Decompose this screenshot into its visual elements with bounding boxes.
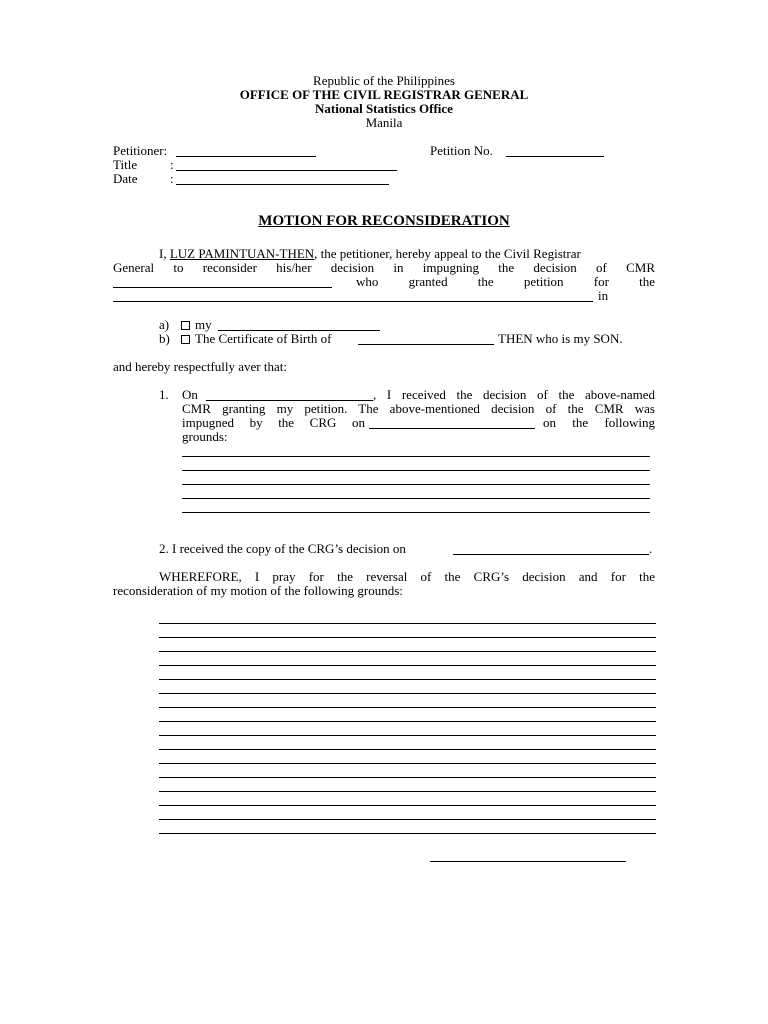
- grounds-line[interactable]: [159, 665, 656, 666]
- intro-line-1: [159, 246, 581, 261]
- grounds-line[interactable]: [159, 833, 656, 834]
- option-b-checkbox[interactable]: [181, 335, 190, 344]
- grounds-line[interactable]: [159, 791, 656, 792]
- date-label: Date: [113, 171, 138, 186]
- signature-line[interactable]: [430, 861, 626, 862]
- intro-in: in: [598, 288, 609, 303]
- wherefore-line-2: reconsideration of my motion of the following grounds:: [113, 583, 403, 598]
- item1-number: 1.: [159, 387, 169, 402]
- option-b-field[interactable]: [358, 344, 494, 345]
- petitioner-field[interactable]: [176, 156, 316, 157]
- petitioner-label: Petitioner:: [113, 143, 168, 158]
- intro-line-3: who granted the petition for the: [356, 274, 655, 289]
- title-label: Title: [113, 157, 138, 172]
- grounds-line[interactable]: [159, 721, 656, 722]
- intro-line1-rest: , the petitioner, hereby appeal to the Civil Registrar: [314, 246, 581, 261]
- petition-no-field[interactable]: [506, 156, 604, 157]
- option-b-text: The Certificate of Birth of: [195, 331, 332, 346]
- option-a-text: my: [195, 317, 212, 332]
- item1-ground-line[interactable]: [182, 470, 650, 471]
- item1-line3-end: on the following: [543, 415, 655, 430]
- header-office: OFFICE OF THE CIVIL REGISTRAR GENERAL: [239, 87, 529, 102]
- grounds-line[interactable]: [159, 763, 656, 764]
- petitioner-name: LUZ PAMINTUAN-THEN: [169, 246, 315, 261]
- header-republic: Republic of the Philippines: [313, 73, 455, 88]
- item1-impugned-date-field[interactable]: [369, 428, 535, 429]
- item1-on: On: [182, 387, 198, 402]
- date-field[interactable]: [176, 184, 389, 185]
- option-b-label: b): [159, 331, 170, 346]
- item1-ground-line[interactable]: [182, 484, 650, 485]
- document-title: [0, 213, 768, 230]
- intro-line-2: General to reconsider his/her decision in impugning the decision of CMR: [113, 260, 655, 275]
- grounds-line[interactable]: [159, 819, 656, 820]
- option-b[interactable]: [181, 331, 331, 346]
- item1-ground-line[interactable]: [182, 498, 650, 499]
- grounds-line[interactable]: [159, 735, 656, 736]
- grounds-line[interactable]: [159, 777, 656, 778]
- item2-text: 2. I received the copy of the CRG’s decision on: [159, 541, 406, 556]
- petition-no-label: Petition No.: [430, 143, 493, 158]
- option-a-label: a): [159, 317, 170, 332]
- grounds-line[interactable]: [159, 651, 656, 652]
- grounds-line[interactable]: [159, 679, 656, 680]
- item1-line1-end: , I received the decision of the above-named: [373, 387, 655, 402]
- item1-grounds: grounds:: [182, 429, 228, 444]
- item2-end: .: [649, 541, 653, 556]
- grounds-line[interactable]: [159, 623, 656, 624]
- aver-text: and hereby respectfully aver that:: [113, 359, 287, 374]
- item1-line2: CMR granting my petition. The above-mentioned decision of the CMR was: [182, 401, 655, 416]
- item1-ground-line[interactable]: [182, 512, 650, 513]
- grounds-line[interactable]: [159, 693, 656, 694]
- intro-prefix: I,: [159, 246, 167, 261]
- header-city: Manila: [365, 115, 403, 130]
- grounds-line[interactable]: [159, 805, 656, 806]
- item1-line3-start: impugned by the CRG on: [182, 415, 365, 430]
- option-a[interactable]: [181, 317, 212, 332]
- grounds-line[interactable]: [159, 637, 656, 638]
- option-b-end: THEN who is my SON.: [498, 331, 623, 346]
- cmr-name-field[interactable]: [113, 287, 332, 288]
- date-colon: :: [170, 171, 174, 186]
- item1-ground-line[interactable]: [182, 456, 650, 457]
- document-title-text: MOTION FOR RECONSIDERATION: [258, 213, 510, 229]
- title-field[interactable]: [176, 170, 397, 171]
- header-nso: National Statistics Office: [315, 101, 453, 116]
- title-colon: :: [170, 157, 174, 172]
- wherefore-line-1: WHEREFORE, I pray for the reversal of the CRG’s decision and for the: [159, 569, 655, 584]
- grounds-line[interactable]: [159, 707, 656, 708]
- item2-date-field[interactable]: [453, 554, 649, 555]
- petition-for-field[interactable]: [113, 301, 593, 302]
- option-a-checkbox[interactable]: [181, 321, 190, 330]
- grounds-line[interactable]: [159, 749, 656, 750]
